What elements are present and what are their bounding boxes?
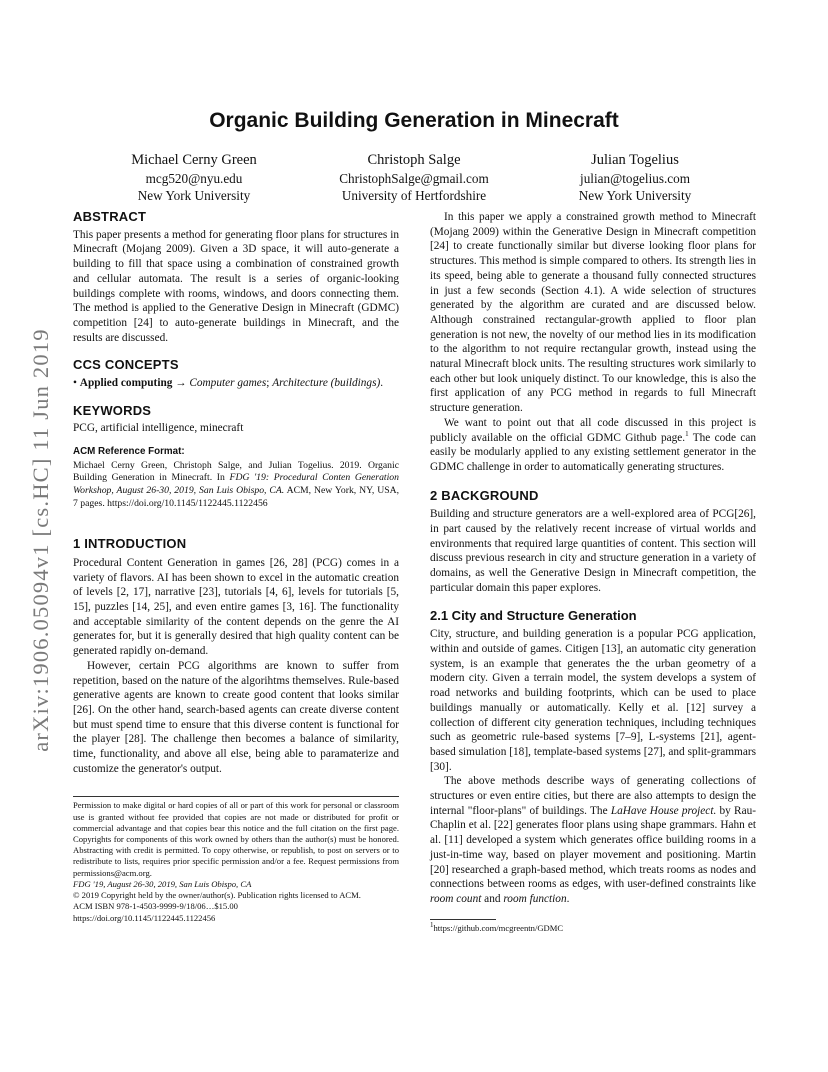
ccs-heading: CCS CONCEPTS <box>73 357 179 373</box>
keywords-text: PCG, artificial intelligence, minecraft <box>73 422 244 435</box>
author-3 <box>505 151 765 204</box>
author-name: Christoph Salge <box>367 152 461 168</box>
reference-heading: ACM Reference Format: <box>73 446 185 458</box>
subsection-paragraph-2 <box>430 774 756 906</box>
permission-doi: https://doi.org/10.1145/1122445.1122456 <box>73 912 216 923</box>
permission-text: Permission to make digital or hard copies of all or part of this work for personal or classroom use is granted without fee provided that copies are not made or distributed for profit or commercial advantage and that copies bear this notice and the full citation on the first page. Copyrights for components of this work owned by others than the author(s) must be honored. Abstracting with credit is permitted. To copy otherwise, or republish, to post on servers or to redistribute to lists, requires prior specific permission and/or a fee. Request permissions from permissions@acm.org. <box>73 800 399 878</box>
p5-b: by Rau-Chaplin et al. [22] generates floor plans using shape grammars. Hahn et al. [11] developed a system which generates office building rooms in a just-in-time way, based on player movement and positioning. Martin [20] researched a graph-based method, which treats rooms as nodes and connections between rooms as edges, with user-defined constraints like <box>430 804 756 891</box>
right-column <box>430 210 756 934</box>
reference-text-2: ACM, New York, NY, USA, 7 pages. https://doi.org/10.1145/1122445.1122456 <box>73 485 399 509</box>
author-name: Julian Togelius <box>591 152 679 168</box>
author-affiliation: New York University <box>578 188 692 203</box>
right-paragraph-2 <box>430 416 756 475</box>
permission-block <box>73 800 399 923</box>
arxiv-stamp: arXiv:1906.05094v1 [cs.HC] 11 Jun 2019 <box>28 328 53 752</box>
keywords-heading: KEYWORDS <box>73 402 152 418</box>
p5-italic-2: room count <box>430 892 482 905</box>
ccs-bullet: • <box>73 377 77 390</box>
reference-text-1: Michael Cerny Green, Christoph Salge, and Julian Togelius. 2019. Organic Building Generation in Minecraft. In <box>73 459 399 484</box>
author-affiliation: University of Hertfordshire <box>341 188 487 203</box>
ccs-bold: Applied computing <box>79 377 173 390</box>
background-paragraph: Building and structure generators are a well-explored area of PCG[26], in part caused by the relatively recent increase of virtual worlds and environments that required large quantities of content. This section will discuss previous research in city and structure generation in a variety of domains, as well the Generative Design in Minecraft competition, the particular domain this paper explores. <box>430 508 756 594</box>
ccs-sep: ; <box>266 377 270 390</box>
permission-isbn: ACM ISBN 978-1-4503-9999-9/18/06…$15.00 <box>73 901 238 912</box>
permission-copyright: © 2019 Copyright held by the owner/author(s). Publication rights licensed to ACM. <box>73 890 361 901</box>
footnote-rule <box>430 919 496 920</box>
footnote <box>430 920 756 934</box>
author-email: mcg520@nyu.edu <box>145 171 243 186</box>
p5-d: . <box>566 892 570 905</box>
footnote-number: 1 <box>430 920 434 929</box>
intro-paragraph-2: However, certain PCG algorithms are known to suffer from repetition, based on the nature of the algorihtms themselves. Rule-based generative agents are known to create good content that looks similar [26]. On the other hand, search-based agents can create diverse content but must spend time to ensure that this diverse content is functional for the player [28]. The challenge then becomes a balance of similarity, time, functionality, and above all else, being able to paramaterize and customize the generator's output. <box>73 659 399 775</box>
left-column <box>73 210 399 924</box>
subsection-paragraph-1: City, structure, and building generation is a popular PCG application, within and outside of games. Citigen [13], an automatic city generation system, is an example that generates the the urban geometry of a modern city. Given a terrain model, the system develops a system of road networks and building footprints, which can be used to place buildings manually or automatically. Kelly et al. [12] survey a collection of different city generation techniques, including techniques such as geometric rule-based systems [7–9], L-systems [21], agent-based simulation [18], template-based systems [27], and split-grammars [30]. <box>430 628 756 773</box>
acm-reference <box>73 445 399 510</box>
ccs-concepts <box>73 376 399 391</box>
right-paragraph-1: In this paper we apply a constrained growth method to Minecraft (Mojang 2009) within the Generative Design in Minecraft competition [24] to create functionally similar but diverse looking floor plans for structures. This method is simple compared to others. Its strength lies in its speed, being able to generate a thousand fully connected structures in just a few seconds (Section 4.1). A wide selection of structures generated by the algorithm are curated and are discussed below. Although constrained rectangular-growth applied to floor plan generation is not new, the novelty of our method lies in its modification to the algorithm to not require rectangular growth, instead using the natural Minecraft block units. The resulting structures work similarly to each other but look uniquely distinct. To our knowledge, this is also the first application of any PCG method in regards to full Minecraft structure generation. <box>430 211 756 415</box>
author-affiliation: New York University <box>137 188 251 203</box>
intro-paragraph-1: Procedural Content Generation in games [26, 28] (PCG) comes in a variety of flavors. AI has been shown to excel in the automatic creation of levels [2, 17], narrative [23], tutorials [4, 6], levels for tutorials [5, 15], puzzles [14, 25], and even entire games [3, 16]. The functionality and acceptable similarity of the content depends on the genre the AI generates for, but it is generally desired that high quality content can be generated rapidly on-demand. <box>73 556 399 658</box>
reference-venue: FDG '19: Procedural Conten Generation Workshop, August 26-30, 2019, San Luis Obispo, CA. <box>73 472 399 497</box>
ccs-italic-2: Architecture (buildings) <box>272 377 381 390</box>
ccs-end: . <box>380 377 384 390</box>
ccs-italic-1: Computer games <box>189 377 267 390</box>
background-heading: 2 BACKGROUND <box>430 487 539 503</box>
permission-rule <box>73 796 399 797</box>
author-name: Michael Cerny Green <box>131 152 257 168</box>
p5-italic-3: room function <box>503 892 567 905</box>
paper-title: Organic Building Generation in Minecraft <box>209 109 619 132</box>
permission-venue: FDG '19, August 26-30, 2019, San Luis Obispo, CA <box>73 878 252 889</box>
right-paragraph-2b: The code can easily be modularly applied to any existing settlement generator in the GDMC challenge in order to automatically generating structures. <box>430 431 756 473</box>
abstract-text: This paper presents a method for generating floor plans for structures in Minecraft (Mojang 2009). Given a 3D space, it will auto-generate a building to fill that space using a combination of constrained growth and cellular automata. The result is a series of organic-looking buildings complete with rooms, windows, and doors connecting them. The method is applied to the Generative Design in Minecraft (GDMC) competition [24] to auto-generate buildings in Minecraft, and the results are discussed. <box>73 228 399 344</box>
right-paragraph-2a: We want to point out that all code discussed in this project is publicly available on the official GDMC Github page. <box>430 416 756 444</box>
author-email: julian@togelius.com <box>580 171 690 186</box>
intro-heading: 1 INTRODUCTION <box>73 536 187 552</box>
footnote-text: https://github.com/mcgreentn/GDMC <box>433 922 564 933</box>
author-email: ChristophSalge@gmail.com <box>339 171 489 186</box>
p5-a: The above methods describe ways of generating collections of structures or even entire cities, but there are also attempts to design the internal "floor-plans" of buildings. The <box>430 775 756 817</box>
footnote-ref: 1 <box>685 429 689 438</box>
abstract-heading: ABSTRACT <box>73 209 147 224</box>
subsection-heading: 2.1 City and Structure Generation <box>430 607 637 623</box>
reference-text <box>73 460 399 510</box>
p5-italic-1: LaHave House project. <box>610 804 717 817</box>
p5-c: and <box>481 892 504 905</box>
ccs-arrow: → <box>175 377 187 390</box>
